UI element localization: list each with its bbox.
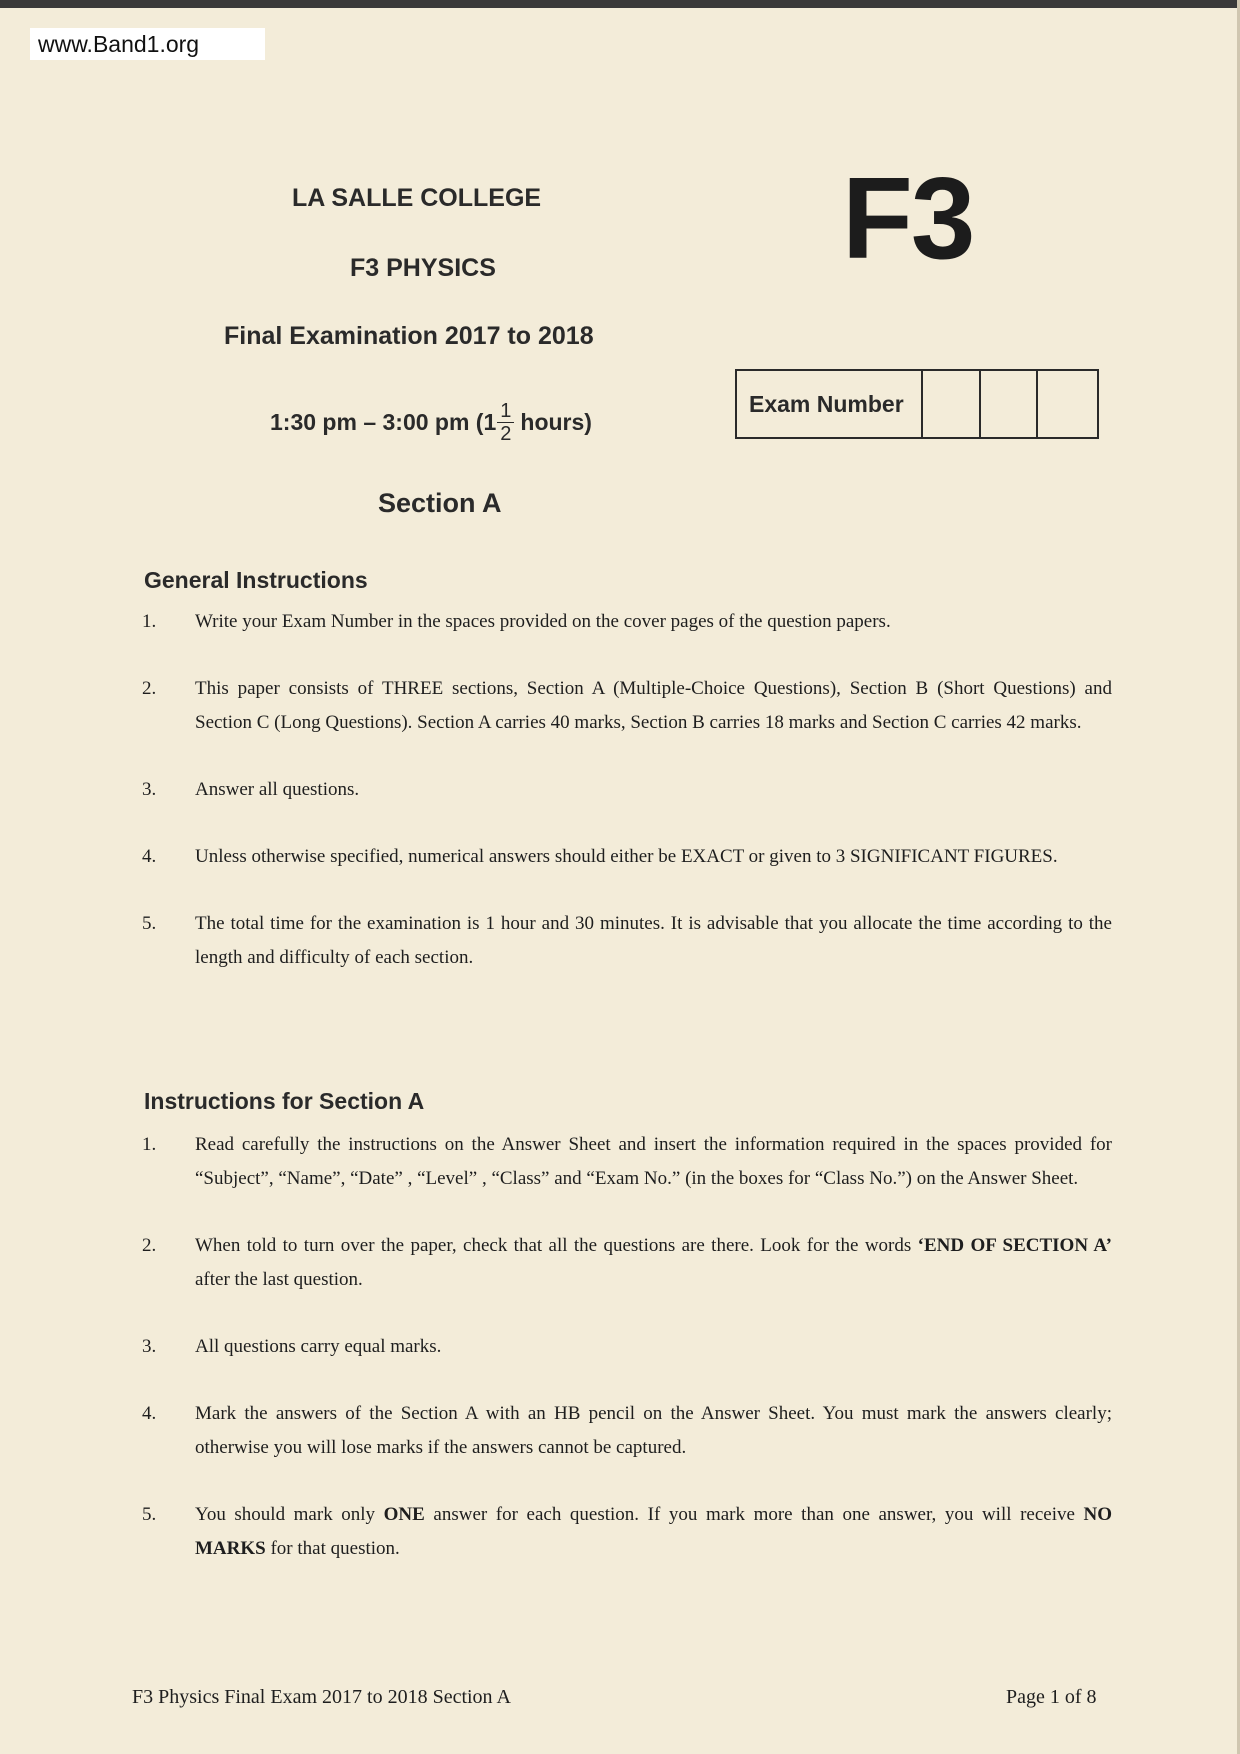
item-number: 1. [142,611,157,632]
fraction-numerator: 1 [497,400,514,423]
list-item [142,1229,1112,1297]
item-text: This paper consists of THREE sections, Section A (Multiple-Choice Questions), Section B (Short Questions) and Section C (Long Questions). Section A carries 40 marks, Section B carries 18 marks and Section C carries 42 marks. [195,678,1112,733]
item-number: 2. [142,1235,157,1256]
item-text: Mark the answers of the Section A with an HB pencil on the Answer Sheet. You must mark the answers clearly; otherwise you will lose marks if the answers cannot be captured. [195,1403,1112,1458]
item-number: 1. [142,1134,157,1155]
college-name: LA SALLE COLLEGE [292,184,542,212]
section-a-instructions-heading: Instructions for Section A [144,1088,425,1114]
item-number: 3. [142,779,157,800]
page-number: Page 1 of 8 [1006,1686,1097,1708]
item-number: 5. [142,913,157,934]
item-text-part: answer for each question. If you mark more than one answer, you will receive [424,1504,1084,1525]
general-instructions-heading: General Instructions [144,567,368,593]
item-text-part: When told to turn over the paper, check that all the questions are there. Look for the words [195,1235,918,1256]
form-badge: F3 [842,153,974,283]
list-item [142,1128,1112,1196]
scan-top-edge [0,0,1240,8]
exam-number-cell[interactable] [1038,371,1097,437]
subject-title: F3 PHYSICS [350,254,496,282]
emphasis-one: ONE [383,1504,425,1525]
exam-number-label: Exam Number [737,371,923,437]
item-text: Unless otherwise specified, numerical answers should either be EXACT or given to 3 SIGNIFICANT FIGURES. [195,846,1058,867]
exam-number-cell[interactable] [981,371,1039,437]
item-number: 4. [142,1403,157,1424]
item-text: Read carefully the instructions on the Answer Sheet and insert the information required in the spaces provided for “Subject”, “Name”, “Date” , “Level” , “Class” and “Exam No.” (in the boxes for “Class No.”) on the Answer Sheet. [195,1134,1112,1189]
item-text-part: You should mark only [195,1504,384,1525]
item-text-part: for that question. [265,1538,400,1559]
item-text [195,1229,1112,1297]
fraction-denominator: 2 [500,423,512,445]
item-text: Write your Exam Number in the spaces provided on the cover pages of the question papers. [195,611,891,632]
time-prefix: 1:30 pm – 3:00 pm (1 [270,409,497,435]
exam-number-cell[interactable] [923,371,981,437]
general-instructions-list [142,605,1112,1008]
list-item [142,907,1112,975]
emphasis-no-marks: NO MARKS [195,1504,1113,1559]
list-item [142,840,1112,874]
list-item [142,672,1112,740]
item-number: 3. [142,1336,157,1357]
item-text: Answer all questions. [195,779,360,800]
item-number: 5. [142,1504,157,1525]
watermark: www.Band1.org [30,28,265,60]
list-item [142,773,1112,807]
time-fraction [497,400,514,445]
exam-time [270,400,592,445]
end-of-section-phrase: ‘END OF SECTION A’ [917,1235,1112,1256]
item-number: 2. [142,678,157,699]
item-text: The total time for the examination is 1 hour and 30 minutes. It is advisable that you allocate the time according to the length and difficulty of each section. [195,913,1112,968]
item-text: All questions carry equal marks. [195,1336,442,1357]
list-item [142,1498,1112,1566]
item-number: 4. [142,846,157,867]
exam-title: Final Examination 2017 to 2018 [224,322,594,350]
item-text-part: after the last question. [195,1269,363,1290]
section-title: Section A [378,488,502,518]
list-item [142,1397,1112,1465]
section-a-instructions-list [142,1128,1112,1599]
item-text [195,1498,1112,1566]
footer-title: F3 Physics Final Exam 2017 to 2018 Section A [132,1686,511,1708]
time-suffix: hours) [520,409,592,435]
exam-number-box [735,369,1099,439]
list-item [142,605,1112,639]
list-item [142,1330,1112,1364]
